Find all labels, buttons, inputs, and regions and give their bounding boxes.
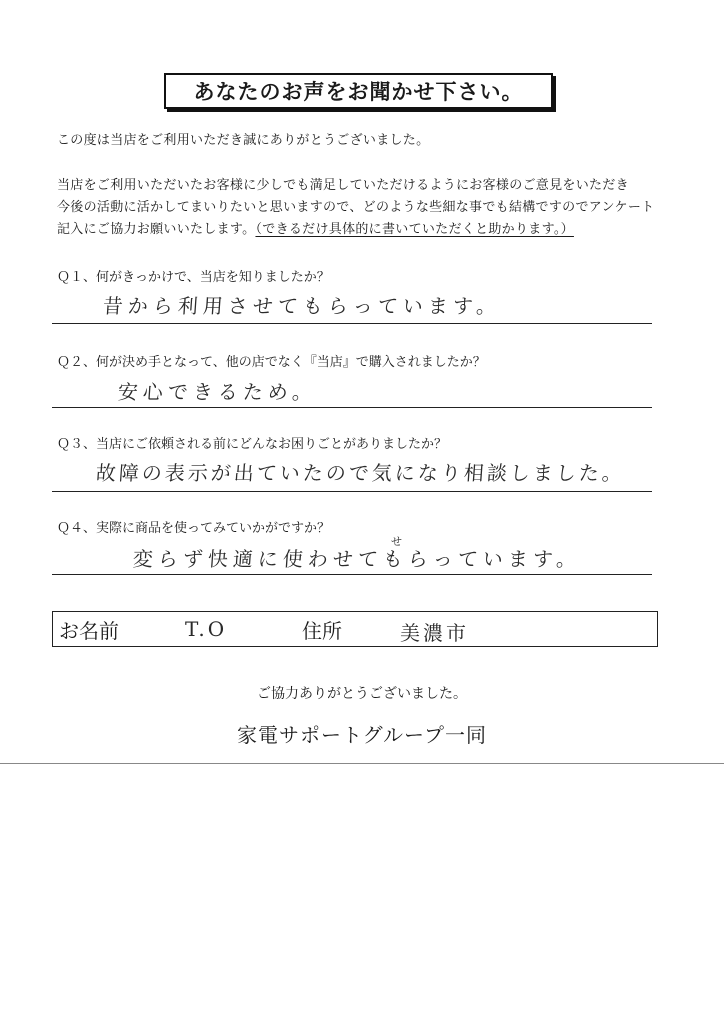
answer-3: 故障の表示が出ていたので気になり相談しました。 [95, 461, 626, 485]
answer-line-2 [52, 407, 652, 408]
intro-request: 記入にご協力お願いいたします。 [57, 222, 256, 237]
answer-line-4 [52, 574, 652, 575]
intro-line-4 [57, 218, 574, 237]
name-label: お名前 [59, 619, 119, 643]
address-value: 美濃市 [400, 621, 469, 645]
page-title: あなたのお声をお聞かせ下さい。 [193, 80, 524, 104]
intro-line-2 [57, 196, 654, 215]
question-3: Ｑ３、当店にご依頼される前にどんなお困りごとがありましたか？ [57, 437, 448, 452]
answer-4: 変らず快適に使わせてもらっています。 [132, 547, 583, 571]
question-2: Ｑ２、何が決め手となって、他の店でなく『当店』で購入されましたか？ [57, 355, 486, 370]
name-value: T.O [185, 617, 228, 641]
intro-line-1: 当店をご利用いただいたお客様に少しでも満足していただけるようにお客様のご意見をいただき [57, 178, 629, 193]
signature: 家電サポートグループ一同 [237, 723, 487, 747]
answer-4-correction: せ [391, 535, 402, 548]
intro-note: （できるだけ具体的に書いていただくと助かります。） [255, 222, 574, 237]
intro-line-2-text: 今後の活動に活かしてまいりたいと思いますので、どのような些細な事でも結構ですのでアンケー [57, 200, 642, 215]
address-label: 住所 [302, 619, 342, 643]
answer-line-1 [52, 323, 652, 324]
intro-thanks: この度は当店をご利用いただき誠にありがとうございました。 [57, 133, 430, 148]
page-divider [0, 763, 724, 764]
answer-line-3 [52, 491, 652, 492]
closing-thanks: ご協力ありがとうございました。 [257, 686, 467, 702]
title-box [164, 73, 553, 109]
answer-1: 昔から利用させてもらっています。 [102, 294, 503, 318]
intro-line-2-end: ト [641, 200, 655, 215]
answer-2: 安心できるため。 [117, 380, 318, 404]
question-4: Ｑ４、実際に商品を使ってみていかがですか？ [57, 521, 331, 536]
question-1: Ｑ１、何がきっかけで、当店を知りましたか？ [57, 270, 330, 285]
customer-info-box [52, 611, 658, 647]
